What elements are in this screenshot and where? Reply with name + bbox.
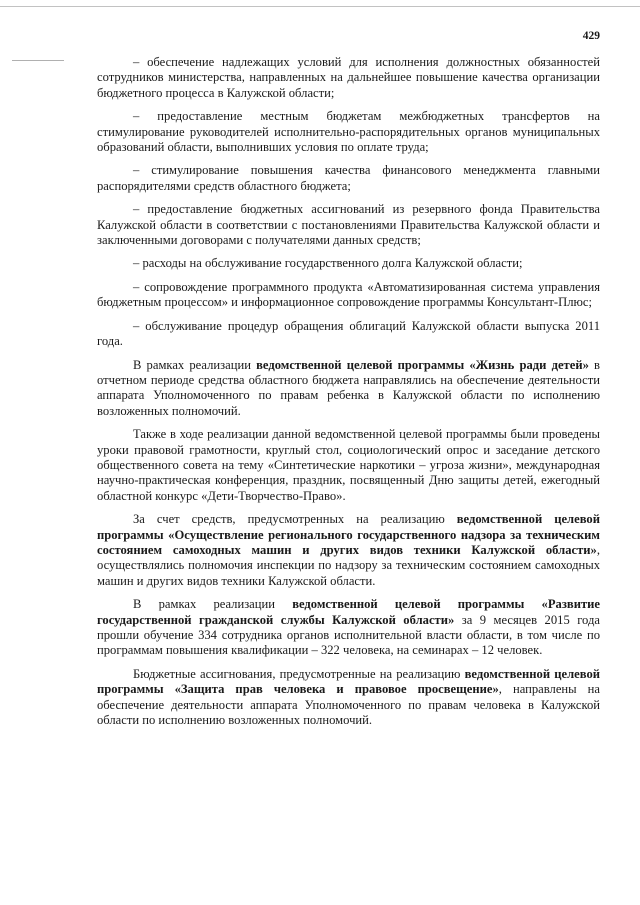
paragraph-text: в отчетном периоде средства областного бюджета направлялись на обеспечение деятельности аппарата Уполномоченного по правам ребенка в Калужской области по исполнению возложенных полномочий. xyxy=(97,357,600,418)
document-body xyxy=(97,55,600,728)
bullet-paragraph: – стимулирование повышения качества финансового менеджмента главными распорядителями средств областного бюджета; xyxy=(97,163,600,193)
page-number: 429 xyxy=(582,30,600,42)
paragraph-text: В рамках реализации xyxy=(133,357,257,372)
program-paragraph-children xyxy=(97,358,600,420)
scan-top-edge xyxy=(0,6,640,9)
bullet-paragraph: – обслуживание процедур обращения облигаций Калужской области выпуска 2011 года. xyxy=(97,318,600,349)
program-paragraph-human-rights xyxy=(97,667,600,729)
bullet-paragraph: – предоставление бюджетных ассигнований из резервного фонда Правительства Калужской области в соответствии с постановлениями Правительства Калужской области и заключенными договорами с получателями данных средств; xyxy=(97,202,600,248)
scan-margin-mark xyxy=(12,60,64,61)
program-name: ведомственной целевой программы «Осуществление регионального государственного надзора за техническим состоянием самоходных машин и других видов техники Калужской области» xyxy=(97,512,600,557)
program-name: ведомственной целевой программы «Жизнь ради детей» xyxy=(256,357,589,372)
bullet-paragraph: – обеспечение надлежащих условий для исполнения должностных обязанностей сотрудников министерства, направленных на дальнейшее повышение качества организации бюджетного процесса в Калужской области; xyxy=(97,55,600,100)
paragraph-text: , направлены на обеспечение деятельности аппарата Уполномоченного по правам человека в Калужской области по исполнению возложенных полномочий. xyxy=(97,682,600,728)
body-paragraph: Также в ходе реализации данной ведомственной целевой программы были проведены уроки правовой грамотности, круглый стол, социологический опрос и заседание детского общественного совета на тему «Синтетические наркотики – угроза жизни», международная научно-практическая конференция, праздник, посвященный Дню защиты детей, ежегодный областной конкурс «Дети-Творчество-Право». xyxy=(97,427,600,503)
paragraph-text: , осуществлялись полномочия инспекции по надзору за техническим состоянием самоходных машин и других видов техники Калужской области. xyxy=(97,542,600,588)
paragraph-text: В рамках реализации xyxy=(133,597,293,612)
bullet-paragraph: – расходы на обслуживание государственного долга Калужской области; xyxy=(133,256,523,271)
bullet-paragraph: – сопровождение программного продукта «Автоматизированная система управления бюджетным процессом» и информационное сопровождение программы Консультант-Плюс; xyxy=(97,279,600,310)
bullet-paragraph: – предоставление местным бюджетам межбюджетных трансфертов на стимулирование руководителей исполнительно-распорядительных органов муниципальных образований области, выполнивших условия по оплате труда; xyxy=(97,109,600,155)
program-paragraph-supervision xyxy=(97,512,600,589)
paragraph-text: За счет средств, предусмотренных на реализацию xyxy=(133,512,457,527)
program-name: ведомственной целевой программы «Защита прав человека и правовое просвещение» xyxy=(97,666,601,697)
paragraph-text: Бюджетные ассигнования, предусмотренные на реализацию xyxy=(133,666,465,681)
program-paragraph-civil-service xyxy=(97,597,600,659)
program-name: ведомственной целевой программы «Развитие государственной гражданской службы Калужской области» xyxy=(97,597,600,627)
paragraph-text: за 9 месяцев 2015 года прошли обучение 334 сотрудника органов исполнительной власти области, в том числе по программам повышения квалификации – 322 человека, на семинарах – 12 человек. xyxy=(97,612,600,658)
